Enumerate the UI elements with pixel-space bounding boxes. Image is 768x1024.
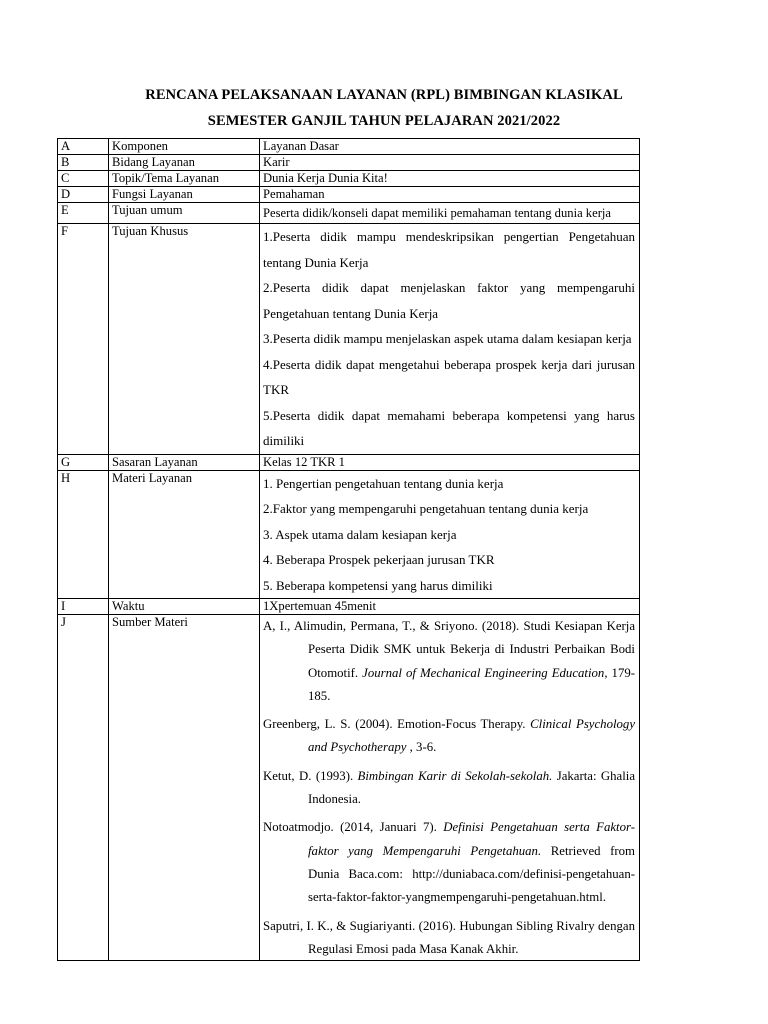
list-item: 3.Peserta didik mampu menjelaskan aspek utama dalam kesiapan kerja <box>263 331 632 346</box>
row-code: D <box>58 187 109 203</box>
row-value: Karir <box>260 155 640 171</box>
row-value: Dunia Kerja Dunia Kita! <box>260 171 640 187</box>
list-item: 1.Peserta didik mampu mendeskripsikan pengertian Pengetahuan tentang Dunia Kerja <box>263 229 635 270</box>
row-code: H <box>58 470 109 599</box>
row-code: C <box>58 171 109 187</box>
row-code: I <box>58 599 109 615</box>
list-item: 3. Aspek utama dalam kesiapan kerja <box>263 526 457 542</box>
table-row <box>58 155 640 171</box>
references-cell <box>260 615 640 961</box>
row-label: Tujuan Khusus <box>109 224 260 455</box>
reference-item <box>263 713 635 760</box>
reference-item <box>263 765 635 812</box>
ref-italic: Journal of Mechanical Engineering Education <box>362 665 605 680</box>
row-label: Materi Layanan <box>109 470 260 599</box>
row-code: F <box>58 224 109 455</box>
row-label: Waktu <box>109 599 260 615</box>
list-item: 4. Beberapa Prospek pekerjaan jurusan TKR <box>263 552 495 567</box>
ref-text: , 179-185. <box>308 665 635 703</box>
list-item: 4.Peserta didik dapat mengetahui beberapa prospek kerja dari jurusan TKR <box>263 356 635 397</box>
row-label: Sasaran Layanan <box>109 454 260 470</box>
list-item: 1. Pengertian pengetahuan tentang dunia kerja <box>263 475 504 491</box>
document-subtitle: SEMESTER GANJIL TAHUN PELAJARAN 2021/2022 <box>207 113 561 129</box>
row-code: B <box>58 155 109 171</box>
ref-italic: Bimbingan Karir di Sekolah-sekolah. <box>357 768 553 783</box>
list-item: 5. Beberapa kompetensi yang harus dimiliki <box>263 577 493 593</box>
row-label: Fungsi Layanan <box>109 187 260 203</box>
row-code: J <box>58 615 109 961</box>
ref-text: Greenberg, L. S. (2004). Emotion-Focus Therapy. <box>263 717 531 732</box>
ref-italic: Clinical Psychology and Psychotherapy <box>308 717 635 755</box>
ref-italic: Definisi Pengetahuan serta Faktor-faktor yang Mempengaruhi Pengetahuan. <box>308 820 635 858</box>
reference-item <box>263 816 635 909</box>
table-row <box>58 615 640 961</box>
table-row <box>58 454 640 470</box>
table-row <box>58 470 640 599</box>
ref-text: Jakarta: Ghalia Indonesia. <box>308 768 635 807</box>
row-code: A <box>58 139 109 155</box>
row-value: 1Xpertemuan 45menit <box>260 599 640 615</box>
table-row <box>58 171 640 187</box>
row-code: G <box>58 454 109 470</box>
reference-item <box>263 615 635 708</box>
row-label: Topik/Tema Layanan <box>109 171 260 187</box>
row-label: Tujuan umum <box>109 203 260 224</box>
ref-text: , 3-6. <box>406 740 437 755</box>
row-label: Sumber Materi <box>109 615 260 961</box>
ref-text: Saputri, I. K., & Sugiariyanti. (2016). Hubungan Sibling Rivalry dengan Regulasi Emosi pada Masa Kanak Akhir. <box>263 918 635 956</box>
row-label: Bidang Layanan <box>109 155 260 171</box>
row-code: E <box>58 203 109 224</box>
row-value: Layanan Dasar <box>260 139 640 155</box>
row-value: Kelas 12 TKR 1 <box>260 454 640 470</box>
list-item: 5.Peserta didik dapat memahami beberapa kompetensi yang harus dimiliki <box>263 407 635 448</box>
table-row <box>58 224 640 455</box>
row-value: Pemahaman <box>260 187 640 203</box>
table-row <box>58 187 640 203</box>
ref-text: A, I., Alimudin, Permana, T., & Sriyono. (2018). Studi Kesiapan Kerja Peserta Didik SMK untuk Bekerja di Industri Perbaikan Bodi Otomotif. <box>263 619 635 680</box>
ref-text: Retrieved from Dunia Baca.com: http://duniabaca.com/definisi-pengetahuan-serta-faktor-faktor-yangmempengaruhi-pengetahuan.html. <box>308 843 635 905</box>
table-row <box>58 139 640 155</box>
ref-text: Ketut, D. (1993). <box>263 768 358 783</box>
list-item: 2.Faktor yang mempengaruhi pengetahuan tentang dunia kerja <box>263 501 589 516</box>
tujuan-khusus-list <box>260 224 640 455</box>
ref-text: Notoatmodjo. (2014, Januari 7). <box>263 820 444 835</box>
materi-layanan-list <box>260 470 640 599</box>
rpl-table <box>57 138 640 961</box>
row-label: Komponen <box>109 139 260 155</box>
document-title: RENCANA PELAKSANAAN LAYANAN (RPL) BIMBINGAN KLASIKAL <box>145 87 623 103</box>
table-row <box>58 203 640 224</box>
reference-item <box>263 915 635 958</box>
row-value: Peserta didik/konseli dapat memiliki pemahaman tentang dunia kerja <box>260 203 640 224</box>
list-item: 2.Peserta didik dapat menjelaskan faktor yang mempengaruhi Pengetahuan tentang Dunia Kerja <box>263 280 635 321</box>
table-row <box>58 599 640 615</box>
